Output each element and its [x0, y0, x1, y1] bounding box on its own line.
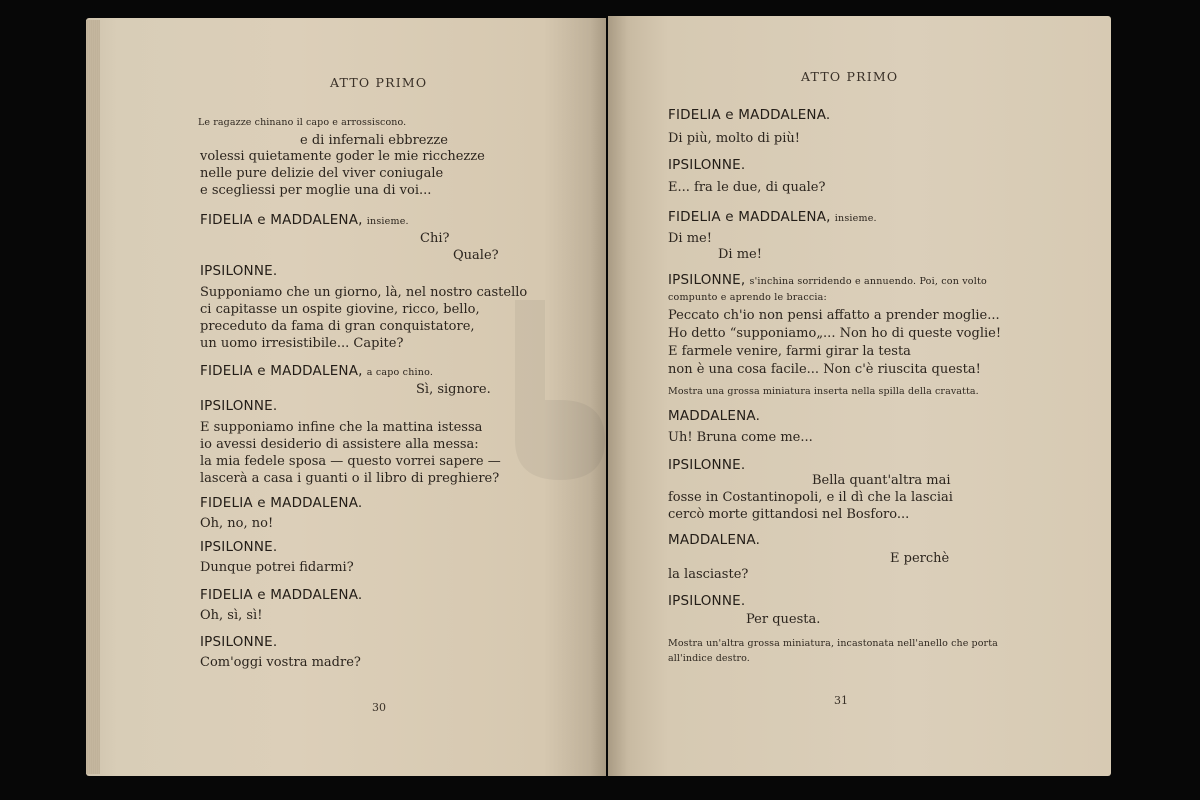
speaker-name: IPSILONNE. [200, 263, 278, 279]
verse-line: nelle pure delizie del viver coniugale [200, 166, 444, 181]
stage-direction: compunto e aprendo le braccia: [668, 292, 827, 303]
verse-line: Sì, signore. [416, 382, 491, 397]
verse-line: io avessi desiderio di assistere alla messa: [200, 437, 479, 452]
stage-direction: Mostra un'altra grossa miniatura, incastonata nell'anello che porta [668, 638, 998, 649]
verse-line: ci capitasse un ospite giovine, ricco, bello, [200, 302, 480, 317]
verse-line: la mia fedele sposa — questo vorrei sapere — [200, 454, 501, 469]
verse-line: Supponiamo che un giorno, là, nel nostro castello [200, 285, 528, 300]
speaker-name: MADDALENA. [668, 408, 761, 424]
verse-line: Di più, molto di più! [668, 131, 801, 146]
stage-direction: Le ragazze chinano il capo e arrossiscono. [198, 117, 407, 128]
verse-line: E supponiamo infine che la mattina istessa [200, 420, 483, 435]
watermark-logo [505, 290, 645, 490]
verse-line: la lasciaste? [668, 567, 749, 582]
stage-direction: s'inchina sorridendo e annuendo. Poi, con volto [749, 276, 987, 287]
page-number-left: 30 [372, 701, 386, 714]
verse-line: Dunque potrei fidarmi? [200, 560, 354, 575]
speaker-name: FIDELIA e MADDALENA, [200, 363, 363, 379]
verse-line: Oh, sì, sì! [200, 608, 263, 623]
verse-line: lascerà a casa i guanti o il libro di preghiere? [200, 471, 500, 486]
verse-line: cercò morte gittandosi nel Bosforo... [668, 507, 910, 522]
stage-direction: all'indice destro. [668, 653, 750, 664]
verse-line: Bella quant'altra mai [812, 473, 951, 488]
stage-direction: a capo chino. [366, 367, 434, 378]
speaker-line [668, 272, 987, 290]
verse-line: Chi? [420, 231, 450, 246]
speaker-name: IPSILONNE. [200, 634, 278, 650]
speaker-name: IPSILONNE. [200, 398, 278, 414]
speaker-name: FIDELIA e MADDALENA. [668, 107, 831, 123]
verse-line: e scegliessi per moglie una di voi... [200, 183, 432, 198]
verse-line: E... fra le due, di quale? [668, 180, 826, 195]
stage-direction: insieme. [366, 216, 409, 227]
page-number-right: 31 [834, 694, 848, 707]
stage-direction: Mostra una grossa miniatura inserta nella spilla della cravatta. [668, 386, 979, 397]
verse-line: E perchè [890, 551, 950, 566]
running-head-left: ATTO PRIMO [330, 75, 428, 90]
verse-line: un uomo irresistibile... Capite? [200, 336, 404, 351]
speaker-name: IPSILONNE. [668, 593, 746, 609]
verse-line: fosse in Costantinopoli, e il dì che la lasciai [668, 490, 953, 505]
verse-line: Ho detto “supponiamo„... Non ho di queste voglie! [668, 326, 1002, 341]
page-edges [86, 20, 100, 774]
verse-line: Uh! Bruna come me... [668, 430, 813, 445]
right-page [608, 16, 1111, 776]
speaker-name: MADDALENA. [668, 532, 761, 548]
speaker-name: FIDELIA e MADDALENA. [200, 587, 363, 603]
verse-line: Per questa. [746, 612, 821, 627]
verse-line: volessi quietamente goder le mie ricchezze [200, 149, 485, 164]
verse-line: Peccato ch'io non pensi affatto a prender moglie... [668, 308, 1000, 323]
speaker-name: FIDELIA e MADDALENA, [668, 209, 831, 225]
speaker-name: IPSILONNE. [668, 157, 746, 173]
speaker-name: IPSILONNE. [668, 457, 746, 473]
verse-line: non è una cosa facile... Non c'è riuscita questa! [668, 362, 981, 377]
verse-line: Com'oggi vostra madre? [200, 655, 361, 670]
verse-line: Quale? [453, 248, 499, 263]
speaker-name: IPSILONNE. [200, 539, 278, 555]
running-head-right: ATTO PRIMO [801, 69, 899, 84]
verse-line: E farmele venire, farmi girar la testa [668, 344, 911, 359]
speaker-name: FIDELIA e MADDALENA. [200, 495, 363, 511]
speaker-line [200, 212, 409, 230]
verse-line: Di me! [668, 231, 712, 246]
speaker-line [200, 363, 433, 381]
verse-line: preceduto da fama di gran conquistatore, [200, 319, 475, 334]
speaker-name: IPSILONNE, [668, 272, 746, 288]
stage-direction: insieme. [834, 213, 877, 224]
verse-line: e di infernali ebbrezze [300, 133, 448, 148]
speaker-line [668, 209, 877, 227]
verse-line: Di me! [718, 247, 762, 262]
verse-line: Oh, no, no! [200, 516, 274, 531]
speaker-name: FIDELIA e MADDALENA, [200, 212, 363, 228]
